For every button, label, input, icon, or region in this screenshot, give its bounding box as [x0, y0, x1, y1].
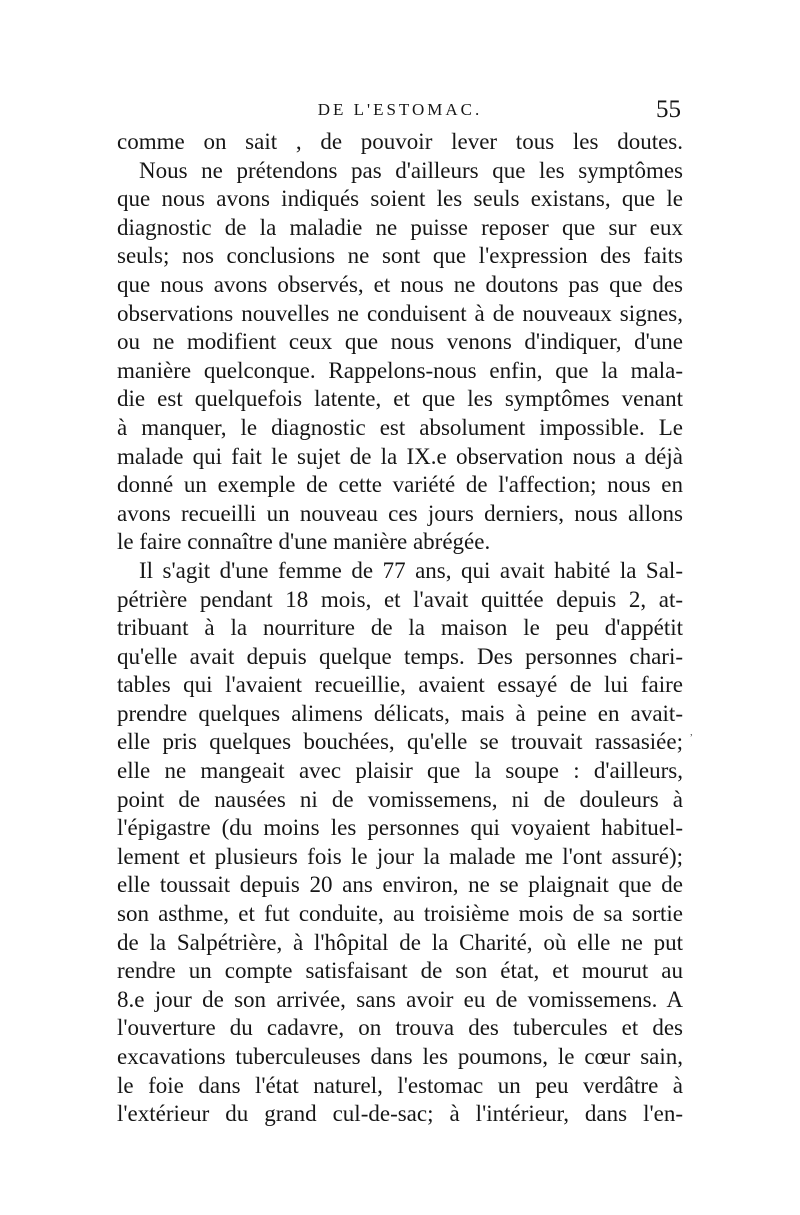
text-line: malade qui fait le sujet de la IX.e observation nous a déjà	[117, 443, 683, 469]
text-line: prendre quelques alimens délicats, mais à peine en avait-	[117, 700, 683, 726]
text-line: point de nausées ni de vomissemens, ni de douleurs à	[117, 786, 683, 812]
text-line: diagnostic de la maladie ne puisse reposer que sur eux	[117, 214, 683, 240]
text-line: lement et plusieurs fois le jour la malade me l'ont assuré);	[117, 843, 683, 869]
text-line: rendre un compte satisfaisant de son état, et mourut au	[117, 958, 683, 984]
text-line: tables qui l'avaient recueillie, avaient essayé de lui faire	[117, 672, 683, 698]
text-line: que nous avons observés, et nous ne doutons pas que des	[117, 271, 683, 297]
ink-speck: ,	[690, 726, 693, 738]
text-line: comme on sait , de pouvoir lever tous les doutes.	[117, 129, 683, 154]
running-head	[117, 96, 683, 128]
text-line: Il s'agit d'une femme de 77 ans, qui avait habité la Sal-	[139, 557, 683, 583]
text-line: ou ne modifient ceux que nous venons d'indiquer, d'une	[117, 329, 683, 355]
text-line: donné un exemple de cette variété de l'affection; nous en	[117, 472, 683, 498]
text-line: son asthme, et fut conduite, au troisième mois de sa sortie	[117, 901, 683, 927]
text-line: manière quelconque. Rappelons-nous enfin, que la mala-	[117, 357, 683, 383]
body-text	[117, 128, 683, 1129]
text-line: Nous ne prétendons pas d'ailleurs que les symptômes	[139, 157, 683, 183]
running-title: DE L'ESTOMAC.	[317, 100, 483, 119]
text-line: observations nouvelles ne conduisent à de nouveaux signes,	[117, 300, 683, 326]
text-line: l'épigastre (du moins les personnes qui voyaient habituel-	[117, 815, 683, 841]
text-line: le foie dans l'état naturel, l'estomac un peu verdâtre à	[117, 1072, 683, 1098]
text-line: que nous avons indiqués soient les seuls existans, que le	[117, 186, 683, 212]
text-line: excavations tuberculeuses dans les poumons, le cœur sain,	[117, 1044, 683, 1069]
text-line: elle toussait depuis 20 ans environ, ne se plaignait que de	[117, 872, 683, 898]
text-line: l'extérieur du grand cul-de-sac; à l'intérieur, dans l'en-	[117, 1101, 683, 1127]
text-line: pétrière pendant 18 mois, et l'avait quittée depuis 2, at-	[117, 586, 683, 612]
text-line: seuls; nos conclusions ne sont que l'expression des faits	[117, 243, 683, 269]
text-line: l'ouverture du cadavre, on trouva des tubercules et des	[117, 1015, 683, 1041]
text-line: de la Salpétrière, à l'hôpital de la Charité, où elle ne put	[117, 929, 683, 955]
text-line: elle ne mangeait avec plaisir que la soupe : d'ailleurs,	[117, 758, 683, 784]
text-line: elle pris quelques bouchées, qu'elle se trouvait rassasiée;	[117, 729, 683, 755]
text-line: die est quelquefois latente, et que les symptômes venant	[117, 386, 683, 412]
page-number: 55	[656, 96, 681, 123]
text-line: avons recueilli un nouveau ces jours derniers, nous allons	[117, 500, 683, 526]
text-line: tribuant à la nourriture de la maison le peu d'appétit	[117, 615, 683, 641]
text-line: qu'elle avait depuis quelque temps. Des personnes chari-	[117, 643, 683, 669]
text-line: 8.e jour de son arrivée, sans avoir eu de vomissemens. A	[117, 986, 683, 1012]
text-line: à manquer, le diagnostic est absolument impossible. Le	[117, 414, 683, 440]
text-line: le faire connaître d'une manière abrégée.	[117, 529, 491, 555]
